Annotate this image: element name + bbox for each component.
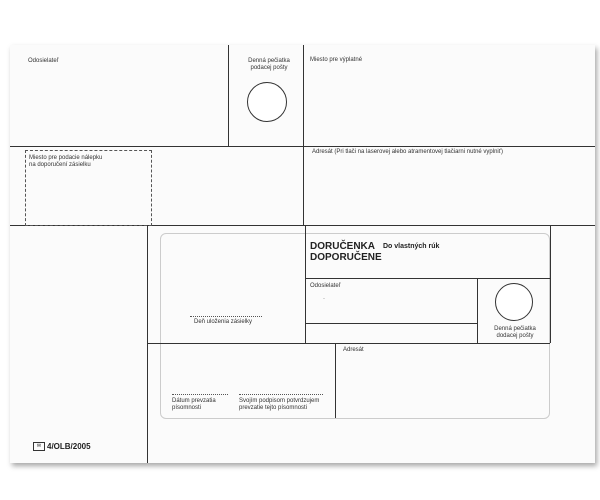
slip-right-edge: [550, 225, 551, 343]
slip-stamp-divider: [477, 278, 478, 343]
stored-label: Deň uloženia zásielky: [194, 319, 253, 325]
divider-stamp-payment: [303, 45, 304, 225]
sticker-label-1: Miesto pre podacie nálepku: [29, 155, 103, 161]
delivery-stamp-circle: [495, 283, 533, 321]
title-dorucenka: DORUČENKA: [310, 241, 375, 252]
sticker-label-2: na doporučení zásielku: [29, 162, 91, 168]
date-taken-line: [172, 394, 228, 395]
stamp-label-2: podacej pošty: [250, 65, 288, 71]
return-addressee-label: Adresát: [343, 347, 364, 353]
title-doporucene: DOPORUČENE: [310, 252, 382, 263]
slip-bottom-divider: [335, 343, 336, 418]
sender-dot: ·: [323, 296, 325, 302]
addressee-note: Adresát (Pri tlači na laserovej alebo atramentovej tlačiarni nutné vyplniť): [312, 149, 504, 155]
postal-form-sheet: [10, 45, 595, 463]
return-sender-label: Odosielateľ: [310, 283, 341, 289]
slip-left-edge: [147, 225, 148, 463]
delivery-stamp-label-1: Denná pečiatka: [494, 326, 536, 332]
own-hands-label: Do vlastných rúk: [383, 243, 440, 250]
delivery-stamp-label-2: dodacej pošty: [496, 333, 534, 339]
slip-title-underline: [305, 278, 550, 279]
sender-label: Odosielateľ: [28, 58, 59, 64]
posting-stamp-circle: [247, 82, 287, 122]
slip-lower-divider: [147, 343, 550, 344]
stamp-label-1: Denná pečiatka: [248, 58, 290, 64]
signature-label-1: Svojím podpisom potvrdzujem: [239, 398, 320, 404]
payment-label: Miesto pre výplatné: [310, 57, 363, 63]
signature-label-2: prevzatie tejto písomnosti: [239, 405, 308, 411]
date-taken-label-2: písomnosti: [172, 405, 202, 411]
form-code: 4/OLB/2005: [47, 442, 91, 451]
stored-date-line: [190, 316, 262, 317]
date-taken-label-1: Dátum prevzatia: [172, 398, 216, 404]
slip-vertical-divider: [305, 225, 306, 343]
slip-sender-line: [305, 323, 477, 324]
post-logo-icon: ✉: [33, 442, 45, 451]
signature-line: [239, 394, 323, 395]
divider-sender-stamp: [228, 45, 229, 146]
